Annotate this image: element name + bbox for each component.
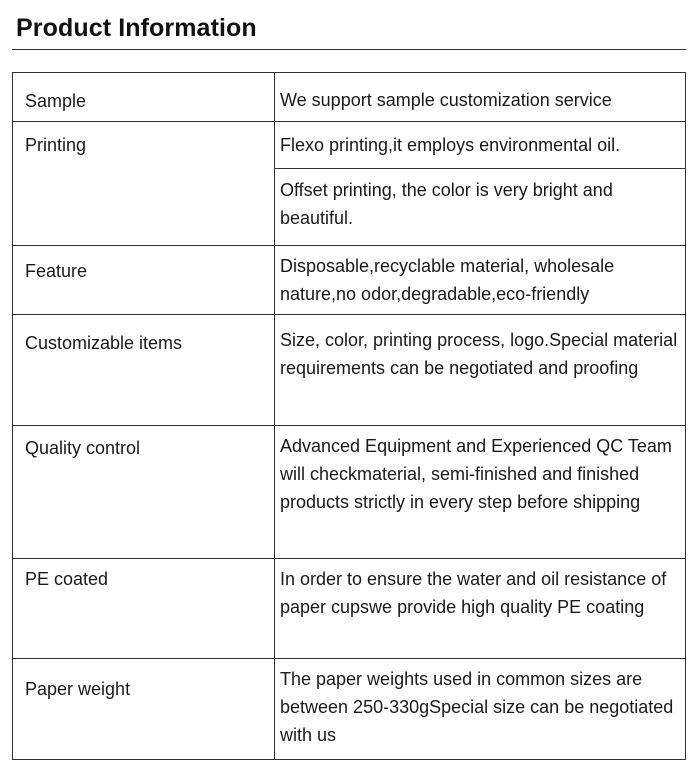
table-row-paper-weight [13,659,686,760]
row-label-quality-control: Quality control [13,426,275,559]
row-label-sample: Sample [13,73,275,122]
table-row-customizable-items [13,315,686,426]
row-label-paper-weight: Paper weight [13,659,275,760]
row-value-customizable-items: Size, color, printing process, logo.Special material requirements can be negotiated and proofing [275,315,686,426]
row-label-feature: Feature [13,246,275,315]
product-info-table [12,72,686,760]
row-value-pe-coated: In order to ensure the water and oil resistance of paper cupswe provide high quality PE coating [275,559,686,659]
table-row-printing [13,122,686,169]
row-value-printing-offset: Offset printing, the color is very bright and beautiful. [275,169,686,246]
row-label-printing: Printing [13,122,275,246]
row-label-customizable-items: Customizable items [13,315,275,426]
row-value-quality-control: Advanced Equipment and Experienced QC Team will checkmaterial, semi-finished and finished products strictly in every step before shipping [275,426,686,559]
row-value-feature: Disposable,recyclable material, wholesale nature,no odor,degradable,eco-friendly [275,246,686,315]
row-value-printing-flexo: Flexo printing,it employs environmental oil. [275,122,686,169]
row-value-sample: We support sample customization service [275,73,686,122]
table-row-quality-control [13,426,686,559]
row-value-paper-weight: The paper weights used in common sizes are between 250-330gSpecial size can be negotiated with us [275,659,686,760]
table-row-feature [13,246,686,315]
title-divider [12,49,686,50]
row-label-pe-coated: PE coated [13,559,275,659]
page-title: Product Information [16,14,257,42]
table-row-sample [13,73,686,122]
table-row-pe-coated [13,559,686,659]
